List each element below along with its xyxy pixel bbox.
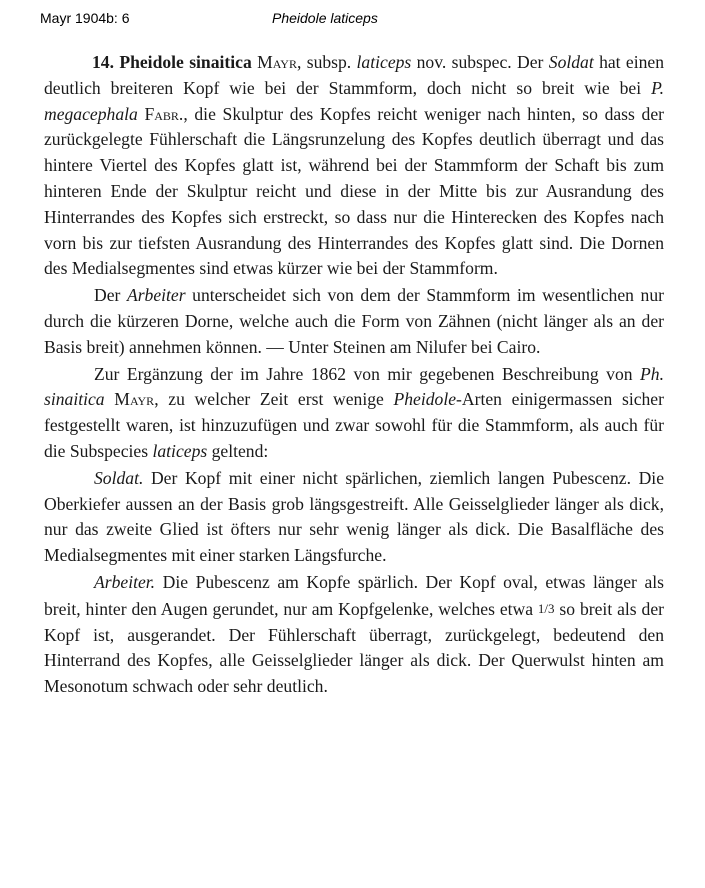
species-reference: Ph. sinaitica [44,363,664,410]
caste-soldier: Soldat [548,52,594,72]
taxon-number: 14. [92,52,114,72]
author-reference: Fabr. [144,103,184,124]
paragraph-3: Zur Ergänzung der im Jahre 1862 von mir gegebenen Beschreibung von Ph. sinaitica Mayr, zu welcher Zeit erst wenige Pheidole-Arten einigermassen sicher festgestellt waren, ist hinzuzufügen und zwar sowohl für die Stammform, als auch für die Subspecies laticeps geltend: [44,363,664,461]
document-body [44,50,664,701]
page-reference: Mayr 1904b: 6 [40,10,130,26]
taxon-author: Mayr [257,52,297,72]
page-header [40,10,685,32]
species-reference: P. megacephala [44,77,664,124]
fraction: 1/3 [537,600,555,616]
running-title: Pheidole laticeps [272,10,378,26]
taxon-name: Pheidole sinaitica [119,52,252,72]
paragraph-4: Soldat. Der Kopf mit einer nicht spärlichen, ziemlich langen Pubescenz. Die Oberkiefer aussen an der Basis grob längsgestreift. Alle Geisselglieder länger als dick, nur das zweite Glied ist öfters nur sehr wenig länger als dick. Die Basalfläche des Medialsegmentes mit einer starken Längsfurche. [44,467,664,566]
paragraph-2: Der Arbeiter unterscheidet sich von dem der Stammform im wesentlichen nur durch die kürzeren Dorne, welche auch die Form von Zähnen (nicht länger als an der Basis breit) annehmen können. — Unter Steinen am Nilufer bei Cairo. [44,285,664,357]
subspecies-name: laticeps [356,52,412,72]
caste-worker: Arbeiter. [94,571,156,592]
subspecies-name: laticeps [152,440,208,461]
caste-worker: Arbeiter [126,285,186,306]
paragraph-5: Arbeiter. Die Pubescenz am Kopfe spärlich. Der Kopf oval, etwas länger als breit, hinter den Augen gerundet, nur am Kopfgelenke, welches etwa 1/3 so breit als der Kopf ist, ausgerandet. Der Fühlerschaft überragt, zurückgelegt, bedeutend den Hinterrand des Kopfes, alle Geisselglieder länger als dick. Der Querwulst hinten am Mesonotum schwach oder sehr deutlich. [44,571,664,697]
author-reference: Mayr [114,389,155,410]
caste-soldier: Soldat. [94,467,144,488]
genus-reference: Pheidole [393,389,457,410]
paragraph-1: 14. Pheidole sinaitica Mayr, subsp. laticeps nov. subspec. Der Soldat hat einen deutlich breiteren Kopf wie bei der Stammform, doch nicht so breit wie bei P. megacephala Fabr., die Skulptur des Kopfes reicht weniger nach hinten, so dass der zurückgelegte Fühlerschaft die Längsrunzelung des Kopfes deutlich überragt und das hintere Viertel des Kopfes glatt ist, während bei der Stammform der Schaft bis zum hinteren Ende der Skulptur reicht und diese in der Mitte bis zur Ausrandung des Hinterrandes des Kopfes sich erstreckt, so dass nur die Hinterecken des Kopfes nach vorn bis zur tiefsten Ausrandung des Hinterrandes des Kopfes glatt sind. Die Dornen des Medialsegmentes sind etwas kürzer wie bei der Stammform. [44,52,665,279]
